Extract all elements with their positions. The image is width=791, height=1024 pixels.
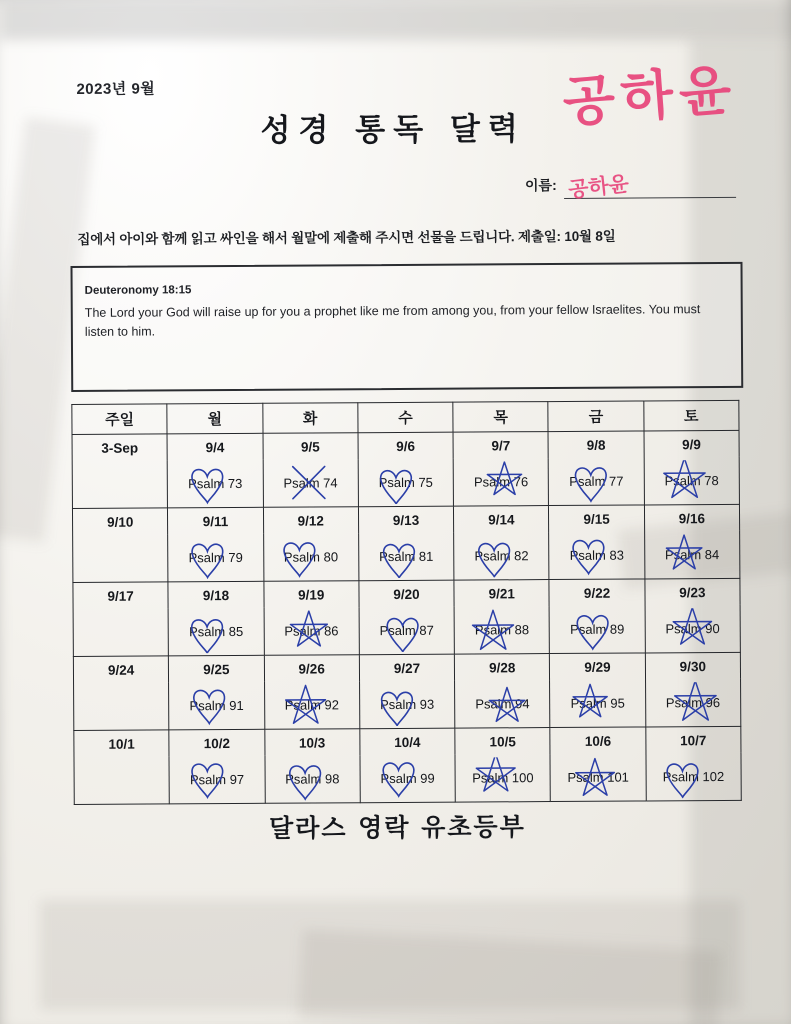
- reading-label: Psalm 93: [380, 696, 435, 713]
- calendar-date-cell: 9/29: [550, 653, 645, 680]
- calendar-reading-cell: [550, 679, 646, 727]
- calendar-body: [72, 430, 741, 804]
- calendar-date-cell: 9/11: [168, 507, 263, 534]
- verse-box: [70, 262, 743, 392]
- reading-label: Psalm 78: [664, 473, 719, 489]
- calendar-date-cell: 10/6: [550, 727, 645, 754]
- calendar-date-cell: 9/5: [263, 433, 358, 460]
- calendar-date-cell: 9/26: [264, 655, 359, 682]
- reading-calendar-table: [71, 400, 741, 805]
- calendar-date-row: [72, 430, 739, 461]
- column-header-tuesday: 화: [262, 403, 357, 434]
- name-underline: [564, 197, 736, 199]
- calendar-reading-cell: [645, 679, 741, 727]
- reading-label: Psalm 99: [380, 770, 435, 787]
- calendar-reading-cell: [549, 457, 645, 505]
- calendar-reading-cell: [644, 457, 740, 505]
- calendar-reading-cell: [453, 458, 549, 506]
- calendar-reading-cell: [454, 532, 550, 580]
- calendar-reading-row: [73, 531, 740, 583]
- calendar-date-cell: 9/12: [263, 507, 358, 534]
- calendar-empty-cell: [74, 756, 170, 804]
- calendar-date-cell: 3-Sep: [72, 434, 167, 461]
- calendar-reading-cell: [454, 606, 550, 654]
- reading-label: Psalm 80: [283, 549, 339, 565]
- calendar-date-cell: 9/4: [167, 433, 262, 460]
- reading-label: Psalm 86: [284, 623, 339, 639]
- reading-label: Psalm 91: [189, 697, 244, 714]
- calendar-date-cell: 9/14: [454, 506, 549, 533]
- calendar-reading-cell: [360, 755, 456, 803]
- reading-label: Psalm 75: [378, 474, 433, 491]
- calendar-date-cell: 9/16: [644, 504, 739, 531]
- calendar-date-cell: 9/13: [358, 506, 453, 533]
- calendar-date-cell: 9/27: [359, 654, 454, 681]
- table-header-row: [72, 400, 739, 434]
- reading-label: Psalm 76: [473, 474, 529, 490]
- calendar-reading-cell: [358, 533, 454, 581]
- calendar-reading-cell: [359, 681, 455, 729]
- reading-label: Psalm 89: [570, 621, 625, 637]
- calendar-reading-row: [74, 679, 741, 731]
- calendar-reading-cell: [265, 755, 361, 803]
- column-header-friday: 금: [548, 401, 643, 432]
- calendar-reading-cell: [168, 534, 264, 582]
- calendar-date-cell: 9/22: [549, 579, 644, 606]
- reading-label: Psalm 81: [379, 548, 434, 565]
- calendar-reading-cell: [263, 459, 359, 507]
- column-header-wednesday: 수: [358, 402, 453, 433]
- calendar-reading-cell: [644, 531, 740, 579]
- calendar-date-cell: 9/8: [548, 431, 643, 458]
- calendar-empty-cell: [72, 460, 168, 508]
- calendar-date-cell: 9/20: [359, 580, 454, 607]
- reading-label: Psalm 73: [188, 475, 243, 492]
- column-header-thursday: 목: [453, 402, 548, 433]
- calendar-date-row: [74, 726, 741, 757]
- calendar-reading-cell: [169, 682, 265, 730]
- calendar-reading-cell: [646, 753, 742, 801]
- calendar-reading-cell: [455, 680, 551, 728]
- calendar-date-cell: 9/15: [549, 505, 644, 532]
- document-date: 2023년 9월: [76, 80, 156, 98]
- reading-label: Psalm 100: [472, 770, 534, 786]
- calendar-reading-cell: [549, 605, 645, 653]
- reading-label: Psalm 87: [379, 622, 434, 639]
- calendar-reading-cell: [168, 608, 264, 656]
- calendar-reading-cell: [359, 607, 455, 655]
- calendar-reading-cell: [549, 531, 645, 579]
- calendar-date-cell: 9/30: [645, 652, 740, 679]
- calendar-date-cell: 9/24: [73, 656, 168, 683]
- reading-label: Psalm 90: [665, 621, 720, 637]
- reading-label: Psalm 98: [285, 771, 340, 787]
- calendar-date-cell: 10/7: [646, 726, 741, 753]
- calendar-reading-cell: [169, 756, 265, 804]
- calendar-date-row: [73, 652, 740, 683]
- handwritten-name-large: 공하윤: [560, 57, 740, 134]
- calendar-reading-row: [72, 457, 739, 509]
- reading-label: Psalm 79: [188, 549, 243, 566]
- calendar-reading-cell: [455, 754, 551, 802]
- name-label: 이름:: [524, 177, 557, 194]
- calendar-date-cell: 9/23: [645, 578, 740, 605]
- calendar-date-cell: 9/18: [168, 581, 263, 608]
- reading-label: Psalm 74: [283, 475, 338, 491]
- calendar-date-row: [73, 578, 740, 609]
- handwritten-name-small: 공하윤: [566, 171, 631, 203]
- reading-label: Psalm 84: [664, 547, 720, 563]
- reading-label: Psalm 88: [474, 622, 530, 638]
- column-header-sunday: 주일: [72, 404, 167, 435]
- calendar-reading-row: [74, 753, 741, 805]
- calendar-reading-cell: [550, 753, 646, 801]
- reading-label: Psalm 94: [475, 696, 530, 712]
- calendar-date-cell: 9/6: [358, 432, 453, 459]
- calendar-date-cell: 10/1: [74, 730, 169, 757]
- calendar-date-cell: 9/9: [644, 430, 739, 457]
- column-header-monday: 월: [167, 403, 262, 434]
- calendar-date-cell: 10/3: [264, 729, 359, 756]
- calendar-date-cell: 9/25: [169, 655, 264, 682]
- page-title: 성경 통독 달력: [260, 111, 526, 149]
- calendar-reading-cell: [358, 459, 454, 507]
- reading-label: Psalm 85: [188, 623, 244, 640]
- calendar-date-cell: 9/28: [454, 654, 549, 681]
- calendar-date-cell: 9/10: [72, 508, 167, 535]
- calendar-reading-cell: [264, 681, 360, 729]
- reading-label: Psalm 82: [474, 548, 529, 564]
- reading-label: Psalm 92: [284, 697, 340, 713]
- calendar-empty-cell: [73, 534, 169, 582]
- verse-text: The Lord your God will raise up for you a prophet like me from among you, from your fellow Israelites. You must listen to him.: [84, 302, 701, 339]
- calendar-date-row: [72, 504, 739, 535]
- calendar-date-cell: 9/19: [263, 581, 358, 608]
- column-header-saturday: 토: [644, 400, 739, 431]
- reading-label: Psalm 101: [567, 769, 629, 785]
- calendar-date-cell: 10/2: [169, 729, 264, 756]
- reading-label: Psalm 96: [665, 695, 721, 711]
- calendar-reading-cell: [263, 533, 359, 581]
- verse-reference: Deuteronomy 18:15: [84, 284, 192, 297]
- calendar-reading-row: [73, 605, 740, 657]
- reading-label: Psalm 102: [662, 768, 725, 785]
- reading-label: Psalm 83: [569, 547, 624, 563]
- reading-label: Psalm 97: [189, 771, 245, 788]
- reading-label: Psalm 77: [569, 473, 624, 489]
- calendar-empty-cell: [74, 682, 170, 730]
- calendar-reading-cell: [167, 460, 263, 508]
- calendar-reading-cell: [264, 607, 360, 655]
- calendar-date-cell: 9/17: [73, 582, 168, 609]
- instruction-text: 집에서 아이와 함께 읽고 싸인을 해서 월말에 제출해 주시면 선물을 드립니다. 제출일: 10월 8일: [77, 228, 616, 247]
- calendar-empty-cell: [73, 608, 169, 656]
- calendar-date-cell: 9/7: [453, 432, 548, 459]
- footer-organization: 달라스 영락 유초등부: [268, 812, 526, 843]
- reading-label: Psalm 95: [570, 695, 625, 711]
- calendar-date-cell: 9/21: [454, 580, 549, 607]
- calendar-date-cell: 10/4: [360, 728, 455, 755]
- calendar-date-cell: 10/5: [455, 728, 550, 755]
- calendar-reading-cell: [645, 605, 741, 653]
